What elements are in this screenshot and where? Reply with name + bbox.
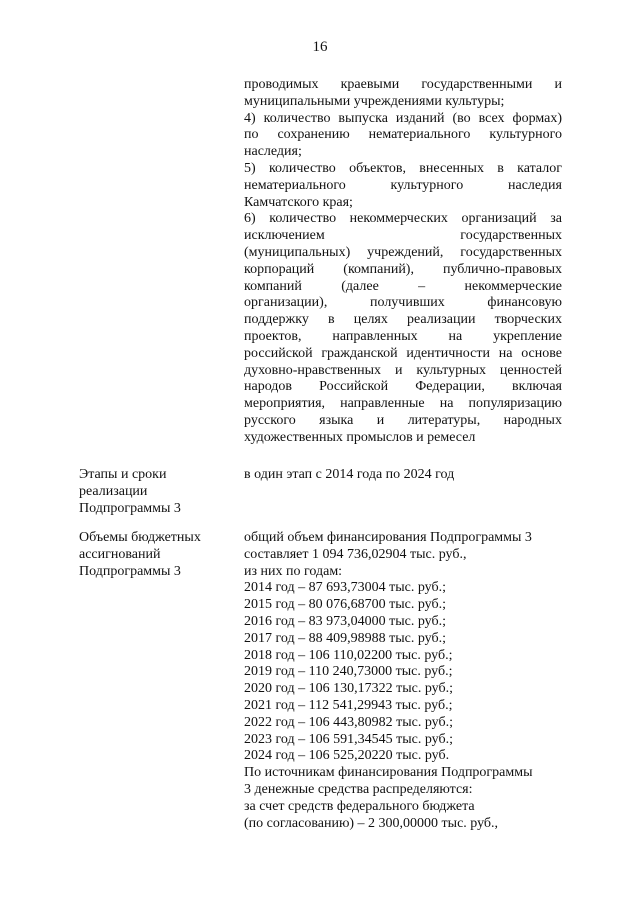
indicator-word: нематериального: [244, 177, 346, 193]
budget-line: 2016 год – 83 973,04000 тыс. руб.;: [244, 613, 446, 629]
indicator-word: краевыми: [340, 77, 400, 92]
indicator-word: получивших: [370, 295, 445, 311]
indicator-line: Камчатского края;: [244, 194, 353, 210]
indicator-word: проектов,: [244, 328, 302, 344]
budget-line: 2015 год – 80 076,68700 тыс. руб.;: [244, 597, 446, 613]
indicator-word: укрепление: [493, 328, 562, 344]
indicator-word: выпуска: [338, 110, 388, 126]
indicator-word: в: [327, 312, 335, 328]
budget-line: 2014 год – 87 693,73004 тыс. руб.;: [244, 580, 446, 596]
budget-line: 2017 год – 88 409,98988 тыс. руб.;: [244, 630, 446, 646]
stages-label: [79, 467, 229, 517]
indicator-word: –: [418, 278, 426, 294]
indicator-line: [244, 262, 562, 279]
indicator-line: [244, 295, 562, 312]
indicator-word: компаний: [244, 278, 302, 294]
budget-text-block: [244, 530, 562, 832]
indicator-word: ценностей: [499, 362, 562, 378]
indicator-word: проводимых: [244, 77, 319, 92]
indicator-word: 4): [244, 110, 256, 126]
indicator-word: русского: [244, 412, 296, 428]
indicator-word: количество: [269, 211, 337, 227]
indicator-word: (компаний),: [343, 261, 414, 277]
budget-line: 2019 год – 110 240,73000 тыс. руб.;: [244, 664, 453, 680]
budget-label: [79, 530, 229, 580]
indicator-word: и: [554, 77, 562, 92]
indicator-word: популяризацию: [468, 396, 562, 412]
indicator-word: на: [448, 328, 463, 344]
indicator-word: основе: [521, 345, 562, 361]
stages-text: в один этап с 2014 года по 2024 год: [244, 467, 455, 482]
indicator-line: [244, 379, 562, 396]
indicator-word: Федерации,: [415, 379, 485, 395]
indicator-word: гражданской: [321, 345, 398, 361]
stages-label-line: Этапы и сроки: [79, 467, 167, 482]
budget-line: 3 денежные средства распределяются:: [244, 781, 473, 797]
budget-line: По источникам финансирования Подпрограммы: [244, 765, 533, 781]
indicator-word: (далее: [341, 278, 379, 294]
indicator-word: мероприятия,: [244, 396, 326, 412]
indicator-word: российской: [244, 345, 313, 361]
budget-line: 2023 год – 106 591,34545 тыс. руб.;: [244, 731, 453, 747]
indicator-line: [244, 211, 562, 228]
indicator-line: [244, 279, 562, 296]
indicator-word: и: [394, 362, 403, 378]
indicator-word: некоммерческие: [464, 278, 562, 294]
indicator-word: Российской: [319, 379, 389, 395]
indicator-word: направленные: [340, 396, 425, 412]
indicator-word: государственных: [460, 244, 562, 260]
indicator-word: учреждений,: [367, 244, 444, 260]
budget-line: 2018 год – 106 110,02200 тыс. руб.;: [244, 647, 453, 663]
budget-line: за счет средств федерального бюджета: [244, 798, 475, 814]
indicator-word: каталог: [517, 160, 562, 176]
budget-line: 2021 год – 112 541,29943 тыс. руб.;: [244, 697, 453, 713]
indicator-word: идентичности: [406, 345, 490, 361]
indicator-word: наследия: [508, 177, 562, 193]
stages-label-line: реализации: [79, 483, 148, 499]
indicator-word: всех: [478, 110, 505, 126]
indicator-word: 6): [244, 211, 256, 227]
indicator-word: по: [244, 127, 259, 143]
indicator-word: в: [497, 160, 504, 176]
indicator-word: на: [498, 345, 513, 361]
indicator-word: реализации: [407, 312, 476, 328]
budget-line: 2020 год – 106 130,17322 тыс. руб.;: [244, 681, 453, 697]
page-number: 16: [312, 39, 328, 55]
indicator-word: языка: [319, 412, 354, 428]
indicator-word: народов: [244, 379, 293, 395]
indicator-line: наследия;: [244, 144, 302, 160]
indicator-word: духовно-нравственных: [244, 362, 382, 378]
indicator-word: количество: [263, 110, 331, 126]
indicator-word: изданий: [395, 110, 445, 126]
indicator-word: культурных: [416, 362, 487, 378]
indicator-word: организаций: [461, 211, 537, 227]
stages-label-line: Подпрограммы 3: [79, 500, 181, 516]
indicator-word: (во: [452, 110, 471, 126]
indicator-word: количество: [268, 160, 336, 176]
budget-line: (по согласованию) – 2 300,00000 тыс. руб.,: [244, 815, 499, 831]
indicator-line: [244, 111, 562, 128]
indicator-word: и: [376, 412, 385, 428]
indicator-line: [244, 161, 562, 178]
indicator-word: формах): [512, 110, 562, 126]
indicator-word: включая: [511, 379, 562, 395]
indicator-line: [244, 245, 562, 262]
indicator-word: за: [550, 211, 562, 227]
indicator-word: поддержку: [244, 312, 309, 328]
budget-line: 2022 год – 106 443,80982 тыс. руб.;: [244, 714, 453, 730]
indicator-word: (муниципальных): [244, 244, 351, 260]
indicator-word: публично-правовых: [442, 261, 562, 277]
indicator-line: [244, 363, 562, 380]
indicator-line: [244, 329, 562, 346]
indicator-word: объектов,: [349, 160, 406, 176]
indicator-word: сохранению: [277, 127, 350, 143]
indicator-word: финансовую: [487, 295, 562, 311]
indicator-word: государственных: [460, 228, 562, 244]
indicator-line: [244, 178, 562, 195]
indicator-line: [244, 396, 562, 413]
indicator-word: целях: [353, 312, 388, 328]
indicator-line: [244, 346, 562, 363]
indicator-line: художественных промыслов и ремесел: [244, 429, 476, 445]
budget-label-line: Объемы бюджетных: [79, 530, 201, 545]
indicator-word: исключением: [244, 228, 325, 244]
indicator-word: некоммерческих: [349, 211, 448, 227]
budget-label-line: ассигнований: [79, 546, 161, 562]
indicator-word: внесенных: [419, 160, 484, 176]
budget-line: из них по годам:: [244, 563, 343, 579]
indicator-word: направленных: [332, 328, 418, 344]
indicator-word: организации),: [244, 295, 328, 311]
indicator-word: творческих: [494, 312, 562, 328]
budget-label-line: Подпрограммы 3: [79, 563, 181, 579]
indicator-word: нематериального: [368, 127, 471, 143]
budget-line: общий объем финансирования Подпрограммы 3: [244, 530, 532, 545]
indicator-line: [244, 312, 562, 329]
budget-line: составляет 1 094 736,02904 тыс. руб.,: [244, 546, 467, 562]
indicator-word: культурного: [489, 127, 562, 143]
indicator-line: [244, 77, 562, 94]
indicator-word: культурного: [390, 177, 464, 193]
indicators-text-block: [244, 77, 562, 447]
indicator-word: 5): [244, 160, 256, 176]
indicator-word: государственными: [421, 77, 533, 92]
indicator-line: [244, 127, 562, 144]
indicator-word: литературы,: [407, 412, 481, 428]
indicator-line: [244, 413, 562, 430]
indicator-line: [244, 228, 562, 245]
indicator-word: народных: [503, 412, 562, 428]
budget-line: 2024 год – 106 525,20220 тыс. руб.: [244, 748, 450, 764]
indicator-word: на: [439, 396, 454, 412]
indicator-line: муниципальными учреждениями культуры;: [244, 93, 505, 109]
indicator-word: корпораций: [244, 261, 315, 277]
